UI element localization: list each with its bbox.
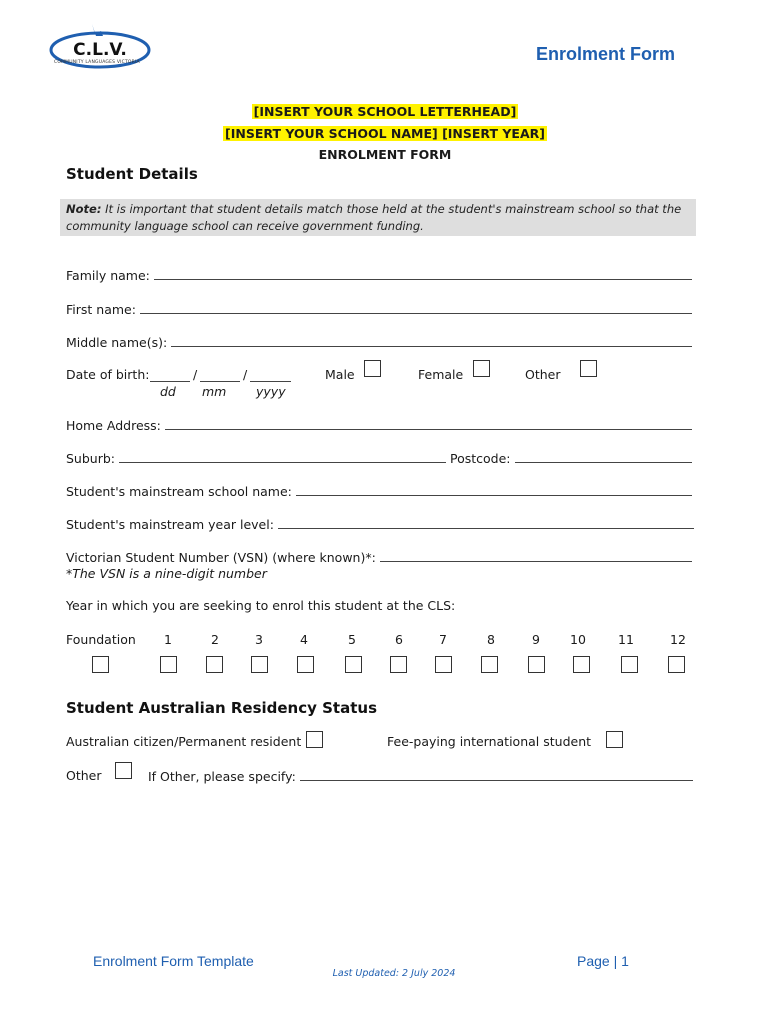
home-address-input[interactable] xyxy=(165,417,692,430)
year-label-5: 5 xyxy=(348,632,356,647)
letterhead-line3: ENROLMENT FORM xyxy=(318,147,452,162)
student-details-heading: Student Details xyxy=(66,165,198,183)
citizen-checkbox[interactable] xyxy=(306,731,323,748)
year-label-7: 7 xyxy=(439,632,447,647)
dob-mm-hint: mm xyxy=(202,384,227,399)
residency-other-checkbox[interactable] xyxy=(115,762,132,779)
dob-sep-1: / xyxy=(193,367,198,382)
year-checkbox-4[interactable] xyxy=(297,656,314,673)
year-checkbox-7[interactable] xyxy=(435,656,452,673)
note-text: It is important that student details match those held at the student's mainstream school so that the community language school can receive government funding. xyxy=(66,202,682,233)
dob-year-input[interactable] xyxy=(250,369,291,382)
vsn-input[interactable] xyxy=(380,549,692,562)
international-checkbox[interactable] xyxy=(606,731,623,748)
year-label-6: 6 xyxy=(395,632,403,647)
year-checkbox-2[interactable] xyxy=(206,656,223,673)
middle-names-field[interactable] xyxy=(66,334,692,350)
school-name-field[interactable] xyxy=(66,483,692,499)
logo-subtext: COMMUNITY LANGUAGES VICTORIA xyxy=(54,60,140,65)
year-label-8: 8 xyxy=(487,632,495,647)
year-checkbox-5[interactable] xyxy=(345,656,362,673)
vsn-label: Victorian Student Number (VSN) (where known)*: xyxy=(66,550,376,565)
home-address-field[interactable] xyxy=(66,417,692,433)
vsn-field[interactable] xyxy=(66,549,692,565)
year-checkbox-6[interactable] xyxy=(390,656,407,673)
year-prompt: Year in which you are seeking to enrol this student at the CLS: xyxy=(66,598,456,613)
year-checkbox-1[interactable] xyxy=(160,656,177,673)
school-name-input[interactable] xyxy=(296,483,692,496)
year-checkbox-11[interactable] xyxy=(621,656,638,673)
gender-female-label: Female xyxy=(418,367,464,382)
year-checkbox-8[interactable] xyxy=(481,656,498,673)
middle-names-label: Middle name(s): xyxy=(66,335,168,350)
family-name-label: Family name: xyxy=(66,268,150,283)
year-label-4: 4 xyxy=(300,632,308,647)
year-label-foundation: Foundation xyxy=(66,632,136,647)
suburb-label: Suburb: xyxy=(66,451,115,466)
dob-day-input[interactable] xyxy=(150,369,190,382)
gender-other-checkbox[interactable] xyxy=(580,360,597,377)
year-label-11: 11 xyxy=(618,632,634,647)
note-label: Note: xyxy=(66,202,102,216)
family-name-input[interactable] xyxy=(154,267,692,280)
year-level-field[interactable] xyxy=(66,516,694,532)
dob-label: Date of birth: xyxy=(66,367,150,382)
postcode-input[interactable] xyxy=(515,450,692,463)
other-specify-input[interactable] xyxy=(300,768,693,781)
year-checkbox-10[interactable] xyxy=(573,656,590,673)
year-level-input[interactable] xyxy=(278,516,694,529)
dob-month-input[interactable] xyxy=(200,369,240,382)
year-label-9: 9 xyxy=(532,632,540,647)
footer-template-label: Enrolment Form Template xyxy=(93,953,254,969)
form-title: Enrolment Form xyxy=(536,44,676,64)
school-name-label: Student's mainstream school name: xyxy=(66,484,292,499)
other-specify-label: If Other, please specify: xyxy=(148,769,296,784)
middle-names-input[interactable] xyxy=(171,334,692,347)
gender-female-checkbox[interactable] xyxy=(473,360,490,377)
footer-page-number: Page | 1 xyxy=(577,953,629,969)
clv-logo xyxy=(48,22,156,74)
international-label: Fee-paying international student xyxy=(387,734,592,749)
home-address-label: Home Address: xyxy=(66,418,161,433)
year-level-label: Student's mainstream year level: xyxy=(66,517,274,532)
gender-male-label: Male xyxy=(325,367,355,382)
citizen-label: Australian citizen/Permanent resident xyxy=(66,734,302,749)
gender-male-checkbox[interactable] xyxy=(364,360,381,377)
year-checkbox-foundation[interactable] xyxy=(92,656,109,673)
dob-yyyy-hint: yyyy xyxy=(256,384,286,399)
year-label-3: 3 xyxy=(255,632,263,647)
dob-sep-2: / xyxy=(243,367,248,382)
family-name-field[interactable] xyxy=(66,267,692,283)
year-label-12: 12 xyxy=(670,632,686,647)
first-name-input[interactable] xyxy=(140,301,692,314)
dob-dd-hint: dd xyxy=(160,384,176,399)
note-box xyxy=(60,199,696,236)
footer-last-updated: Last Updated: 2 July 2024 xyxy=(332,968,456,979)
first-name-field[interactable] xyxy=(66,301,692,317)
residency-other-label: Other xyxy=(66,768,102,783)
year-label-10: 10 xyxy=(570,632,586,647)
other-specify-field[interactable] xyxy=(148,768,693,784)
year-label-2: 2 xyxy=(211,632,219,647)
residency-heading: Student Australian Residency Status xyxy=(66,699,377,717)
year-checkbox-9[interactable] xyxy=(528,656,545,673)
year-checkbox-12[interactable] xyxy=(668,656,685,673)
first-name-label: First name: xyxy=(66,302,136,317)
suburb-postcode-row xyxy=(66,450,692,466)
year-label-1: 1 xyxy=(164,632,172,647)
gender-other-label: Other xyxy=(525,367,561,382)
letterhead-line1: [INSERT YOUR SCHOOL LETTERHEAD] xyxy=(253,104,517,119)
suburb-input[interactable] xyxy=(119,450,446,463)
vsn-note: *The VSN is a nine-digit number xyxy=(66,566,267,581)
letterhead-line2: [INSERT YOUR SCHOOL NAME] [INSERT YEAR] xyxy=(225,126,545,141)
postcode-label: Postcode: xyxy=(450,451,511,466)
logo-text: C.L.V. xyxy=(73,40,127,60)
year-checkbox-3[interactable] xyxy=(251,656,268,673)
